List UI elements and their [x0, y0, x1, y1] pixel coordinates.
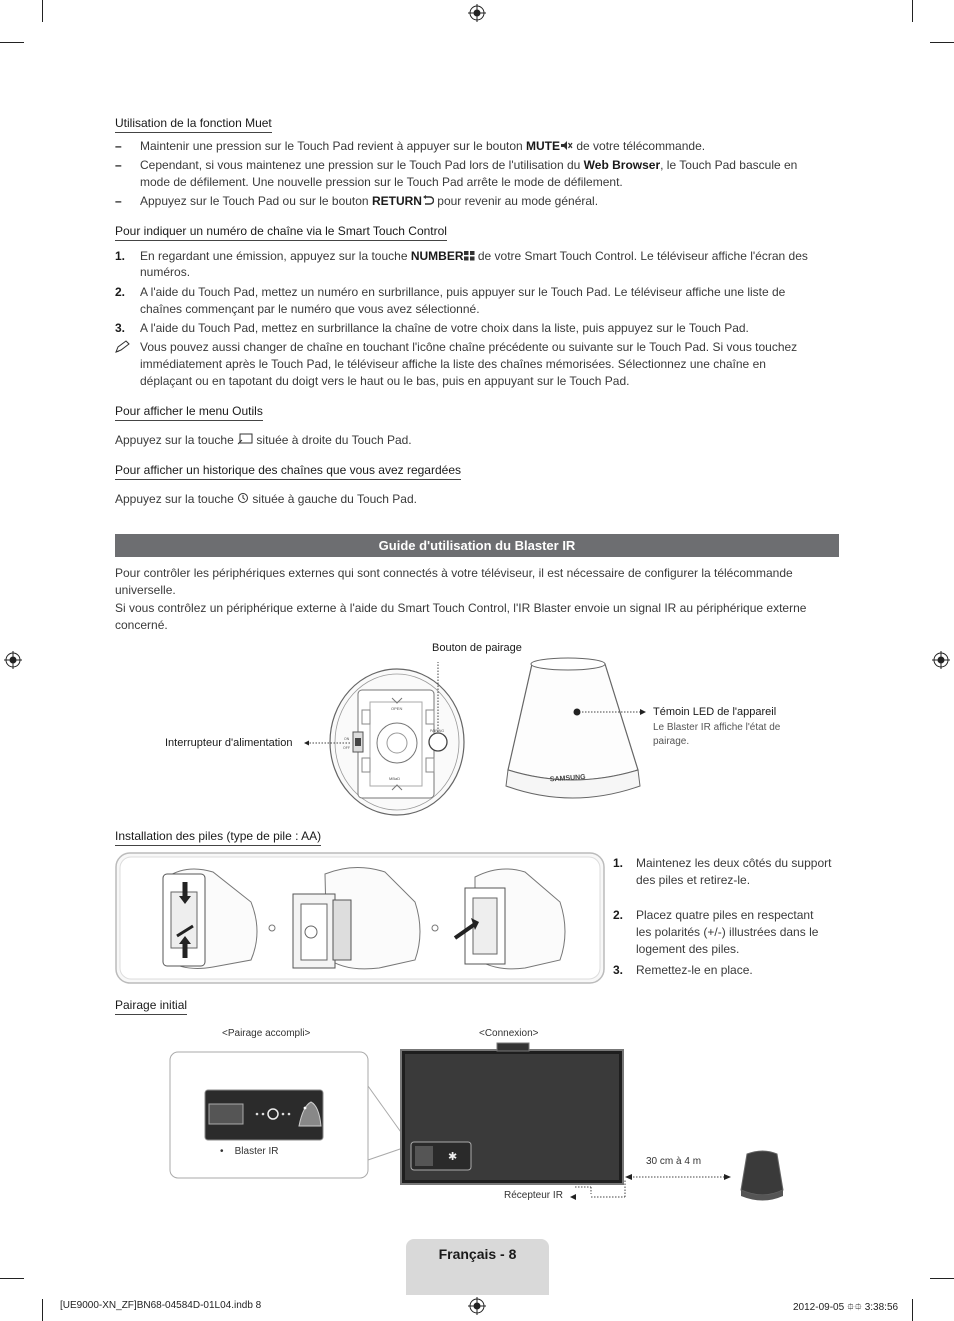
crop-mark [930, 1278, 954, 1279]
tools-icon [237, 433, 253, 445]
channel-step-2-cont: chaînes commençant par le numéro que vous avez sélectionné. [140, 302, 480, 316]
mbad-marking: MBaD [389, 776, 401, 781]
crop-mark [0, 1278, 24, 1279]
step-number: 3. [115, 321, 126, 335]
pairing-diagram [165, 1040, 795, 1205]
blaster-ir-diagram [300, 650, 660, 820]
section-heading-channel: Pour indiquer un numéro de chaîne via le Smart Touch Control [115, 224, 447, 241]
ir-receiver-label: Récepteur IR [504, 1190, 563, 1201]
note-pencil-icon [114, 340, 132, 354]
registration-mark-icon [4, 651, 22, 669]
svg-text:✱: ✱ [448, 1150, 458, 1163]
section-title-bar: Guide d'utilisation du Blaster IR [115, 534, 839, 557]
file-slug: [UE9000-XN_ZF]BN68-04584D-01L04.indb 8 [60, 1300, 262, 1311]
battery-steps [613, 855, 843, 979]
channel-step-3: A l'aide du Touch Pad, mettez en surbrillance la chaîne de votre choix dans la liste, puis appuyez sur le Touch Pad. [140, 321, 749, 335]
section-heading-pairing: Pairage initial [115, 998, 187, 1015]
tools-instruction: Appuyez sur la touche située à droite du Touch Pad. [115, 433, 412, 447]
number-grid-icon [464, 251, 475, 261]
pairing-done-caption: <Pairage accompli> [222, 1028, 311, 1039]
crop-mark [930, 42, 954, 43]
connection-caption: <Connexion> [479, 1028, 539, 1039]
open-marking: OPEN [391, 706, 403, 711]
history-icon [237, 492, 249, 504]
brand-logo-text: SAMSUNG [549, 773, 586, 784]
guide-paragraph-1: Pour contrôler les périphériques externes qui sont connectés à votre téléviseur, il est nécessaire de configurer la télécommande [115, 566, 793, 580]
channel-note-3: déplaçant ou en tapotant du doigt vers le haut ou le bas, puis en appuyant sur le Touch Pad. [140, 374, 630, 388]
guide-paragraph-1-cont: universelle. [115, 583, 176, 597]
battery-step-1: Maintenez les deux côtés du support des piles et retirez-le. [636, 856, 832, 887]
section-heading-batteries: Installation des piles (type de pile : AA) [115, 829, 321, 846]
battery-step-3: Remettez-le en place. [636, 963, 753, 977]
crop-mark [912, 0, 913, 22]
crop-mark [0, 42, 24, 43]
dash-bullet: – [115, 158, 122, 172]
registration-mark-icon [932, 651, 950, 669]
date-slug: 2012-09-05 ⯐⯐ 3:38:56 [793, 1302, 899, 1313]
led-title-label: Témoin LED de l'appareil [653, 706, 777, 718]
channel-step-1-cont: numéros. [140, 265, 191, 279]
guide-paragraph-2: Si vous contrôlez un périphérique externe à l'aide du Smart Touch Control, l'IR Blaster envoie un signal IR au périphérique externe [115, 601, 807, 615]
step-number: 1. [613, 856, 624, 870]
history-instruction: Appuyez sur la touche située à gauche du Touch Pad. [115, 492, 417, 506]
channel-step-2: A l'aide du Touch Pad, mettez un numéro en surbrillance, puis appuyer sur le Touch Pad. Le téléviseur affiche une liste de [140, 285, 786, 299]
crop-mark [42, 0, 43, 22]
led-description-cont: pairage. [653, 736, 690, 747]
on-marking: ON [344, 737, 350, 741]
return-icon [422, 195, 434, 206]
channel-note-1: Vous pouvez aussi changer de chaîne en touchant l'icône chaîne précédente ou suivante sur le Touch Pad. Si vous touchez [140, 340, 798, 354]
guide-paragraph-2-cont: concerné. [115, 618, 168, 632]
off-marking: OFF [343, 746, 350, 750]
channel-note-2: immédiatement après le Touch Pad, le téléviseur affiche la liste des chaînes mémorisées. Sélectionnez une chaîne en [140, 357, 766, 371]
pairing-button-label: Bouton de pairage [432, 642, 522, 654]
dash-bullet: – [115, 139, 122, 153]
section-heading-tools: Pour afficher le menu Outils [115, 404, 263, 421]
step-number: 2. [613, 908, 624, 922]
battery-step-2: Placez quatre piles en respectant les polarités (+/-) illustrées dans le logement des piles. [636, 908, 819, 956]
crop-mark [912, 1299, 913, 1321]
power-switch-label: Interrupteur d'alimentation [165, 737, 293, 749]
registration-mark-icon [468, 1297, 486, 1315]
blaster-bullet-item: • Blaster IR [220, 1146, 279, 1157]
battery-installation-diagram [115, 852, 605, 984]
mute-icon [560, 140, 573, 151]
section-heading-mute: Utilisation de la fonction Muet [115, 116, 272, 133]
mute-item-2: Cependant, si vous maintenez une pression sur le Touch Pad lors de l'utilisation du Web Browser, le Touch Pad bascule en [140, 158, 798, 172]
mute-item-3: Appuyez sur le Touch Pad ou sur le bouton RETURN pour revenir au mode général. [140, 194, 599, 208]
dash-bullet: – [115, 194, 122, 208]
pairing-marking: PAIRING [430, 729, 445, 733]
step-number: 1. [115, 249, 126, 263]
step-number: 2. [115, 285, 126, 299]
distance-label: 30 cm à 4 m [646, 1156, 702, 1167]
mute-item-1: Maintenir une pression sur le Touch Pad revient à appuyer sur le bouton MUTE de votre télécommande. [140, 139, 706, 153]
page-number: Français - 8 [438, 1246, 517, 1262]
mute-item-2-cont: mode de défilement. Une nouvelle pression sur le Touch Pad arrête le mode de défilement. [140, 175, 623, 189]
channel-step-1: En regardant une émission, appuyez sur la touche NUMBER de votre Smart Touch Control. Le téléviseur affiche l'écran des [140, 249, 808, 263]
section-heading-history: Pour afficher un historique des chaînes que vous avez regardées [115, 463, 461, 480]
crop-mark [42, 1299, 43, 1321]
step-number: 3. [613, 963, 624, 977]
led-description: Le Blaster IR affiche l'état de [653, 722, 781, 733]
registration-mark-icon [468, 4, 486, 22]
